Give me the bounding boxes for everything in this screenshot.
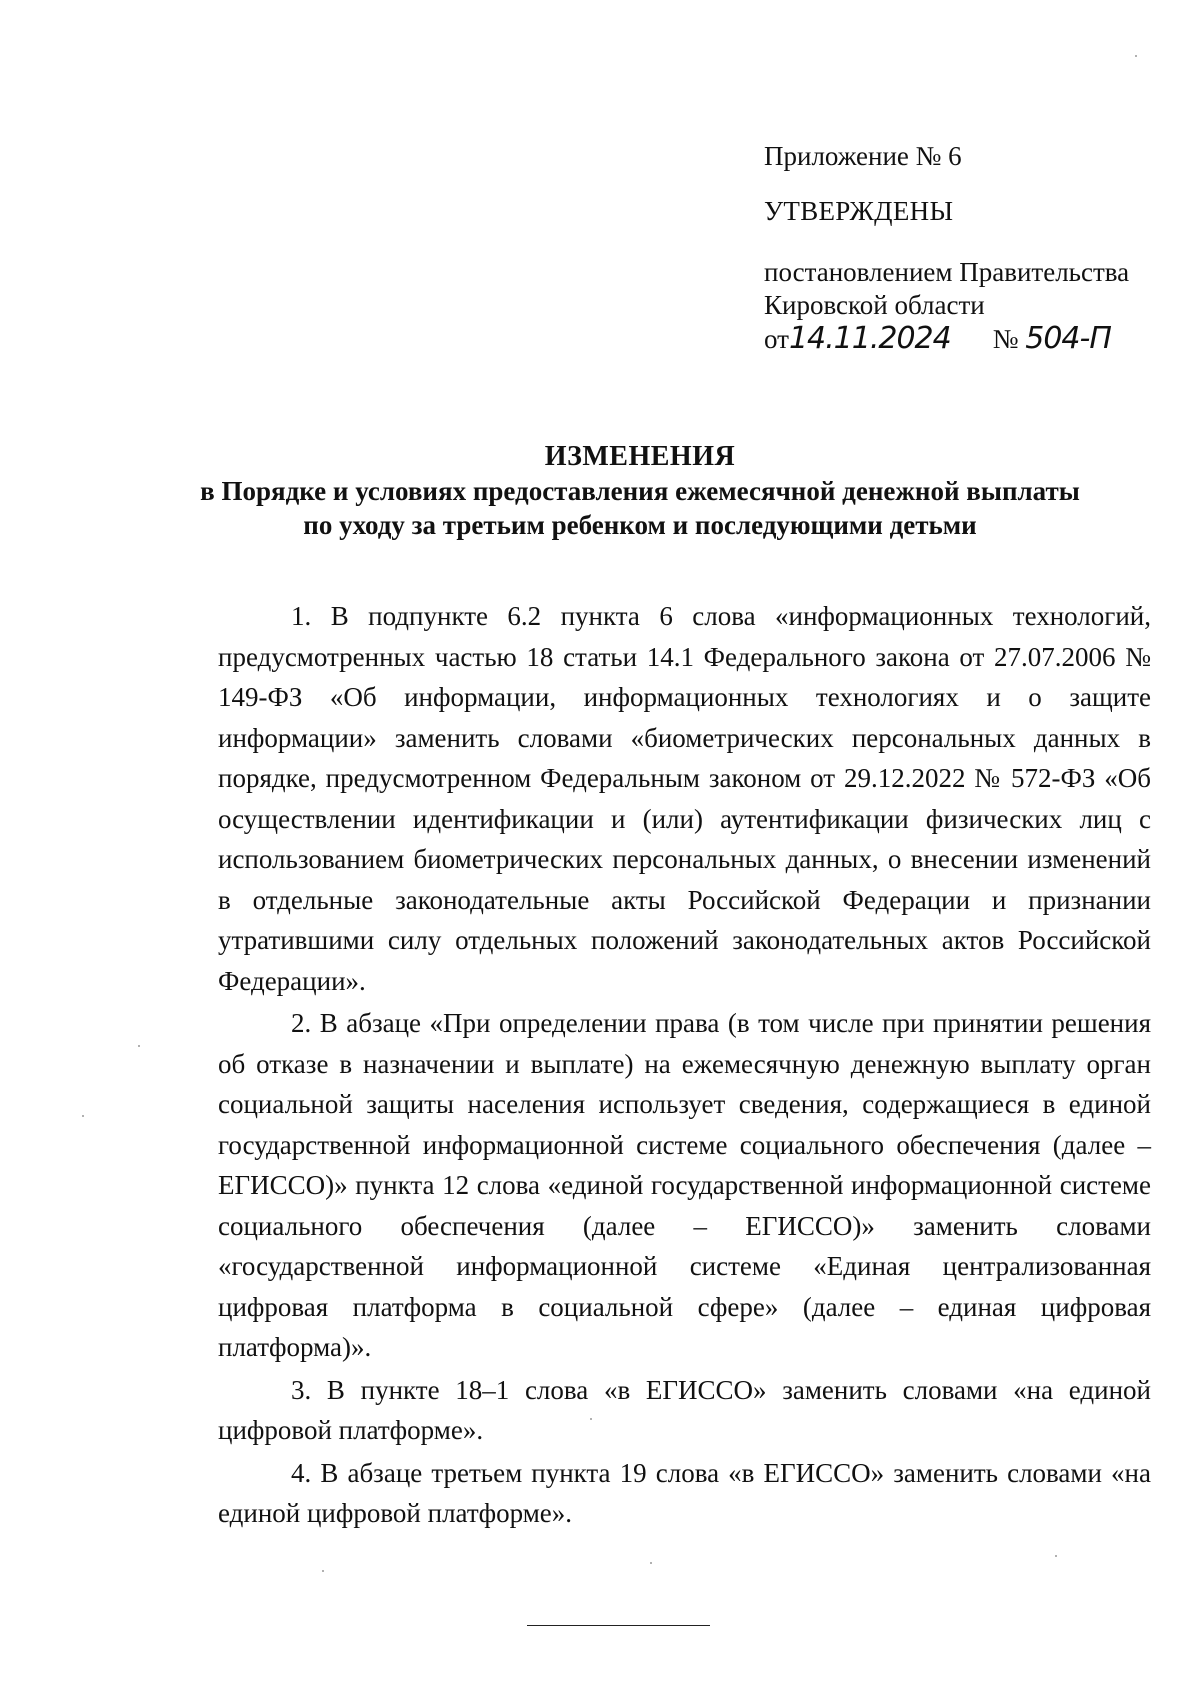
scan-speck <box>1055 1555 1057 1557</box>
scan-speck <box>650 1562 652 1564</box>
number-prefix: № <box>992 324 1019 354</box>
title-subtitle-line-2: по уходу за третьим ребенком и последующими детьми <box>303 510 977 540</box>
approved-by-line-1: постановлением Правительства <box>764 257 1130 287</box>
approved-label: УТВЕРЖДЕНЫ <box>764 196 954 226</box>
paragraph-4: 4. В абзаце третьем пункта 19 слова «в ЕГИССО» заменить словами «на единой цифровой платформе». <box>218 1457 1151 1528</box>
scan-speck <box>82 1115 84 1117</box>
paragraph-1: 1. В подпункте 6.2 пункта 6 слова «информационных технологий, предусмотренных частью 18 статьи 14.1 Федерального закона от 27.07.2006 № 149-ФЗ «Об информации, информационных технологиях и о защите информации» заменить словами «биометрических персональных данных в порядке, предусмотренном Федеральным законом от 29.12.2022 № 572-ФЗ «Об осуществлении идентификации и (или) аутентификации физических лиц с использованием биометрических персональных данных, о внесении изменений в отдельные законодательные акты Российской Федерации и признании утратившими силу отдельных положений законодательных актов Российской Федерации». <box>218 601 1151 996</box>
handwritten-date: 14.11.2024 <box>788 321 951 356</box>
scan-speck <box>138 1045 140 1047</box>
date-prefix: от <box>764 324 789 354</box>
scan-speck <box>1135 55 1137 57</box>
document-body <box>218 596 1151 1534</box>
closing-divider <box>527 1625 710 1626</box>
paragraph-2: 2. В абзаце «При определении права (в том числе при принятии решения об отказе в назначении и выплате) на ежемесячную денежную выплату орган социальной защиты населения использует сведения, содержащиеся в единой государственной информационной системе социального обеспечения (далее – ЕГИССО)» пункта 12 слова «единой государственной информационной системе социального обеспечения (далее – ЕГИССО)» заменить словами «государственной информационной системе «Единая централизованная цифровая платформа в социальной сфере» (далее – единая цифровая платформа)». <box>218 1008 1151 1362</box>
approved-by-line-2: Кировской области <box>764 290 985 320</box>
resolution-date-number <box>764 322 1164 356</box>
appendix-number: Приложение № 6 <box>764 141 962 171</box>
handwritten-number: 504-П <box>1025 321 1111 356</box>
document-title <box>140 440 1140 542</box>
scan-speck <box>322 1570 324 1572</box>
title-subtitle-line-1: в Порядке и условиях предоставления ежемесячной денежной выплаты <box>200 476 1080 506</box>
approval-block <box>764 140 1164 356</box>
title-heading: ИЗМЕНЕНИЯ <box>544 441 736 472</box>
scan-speck <box>590 1418 592 1420</box>
paragraph-3: 3. В пункте 18–1 слова «в ЕГИССО» заменить словами «на единой цифровой платформе». <box>218 1374 1151 1445</box>
